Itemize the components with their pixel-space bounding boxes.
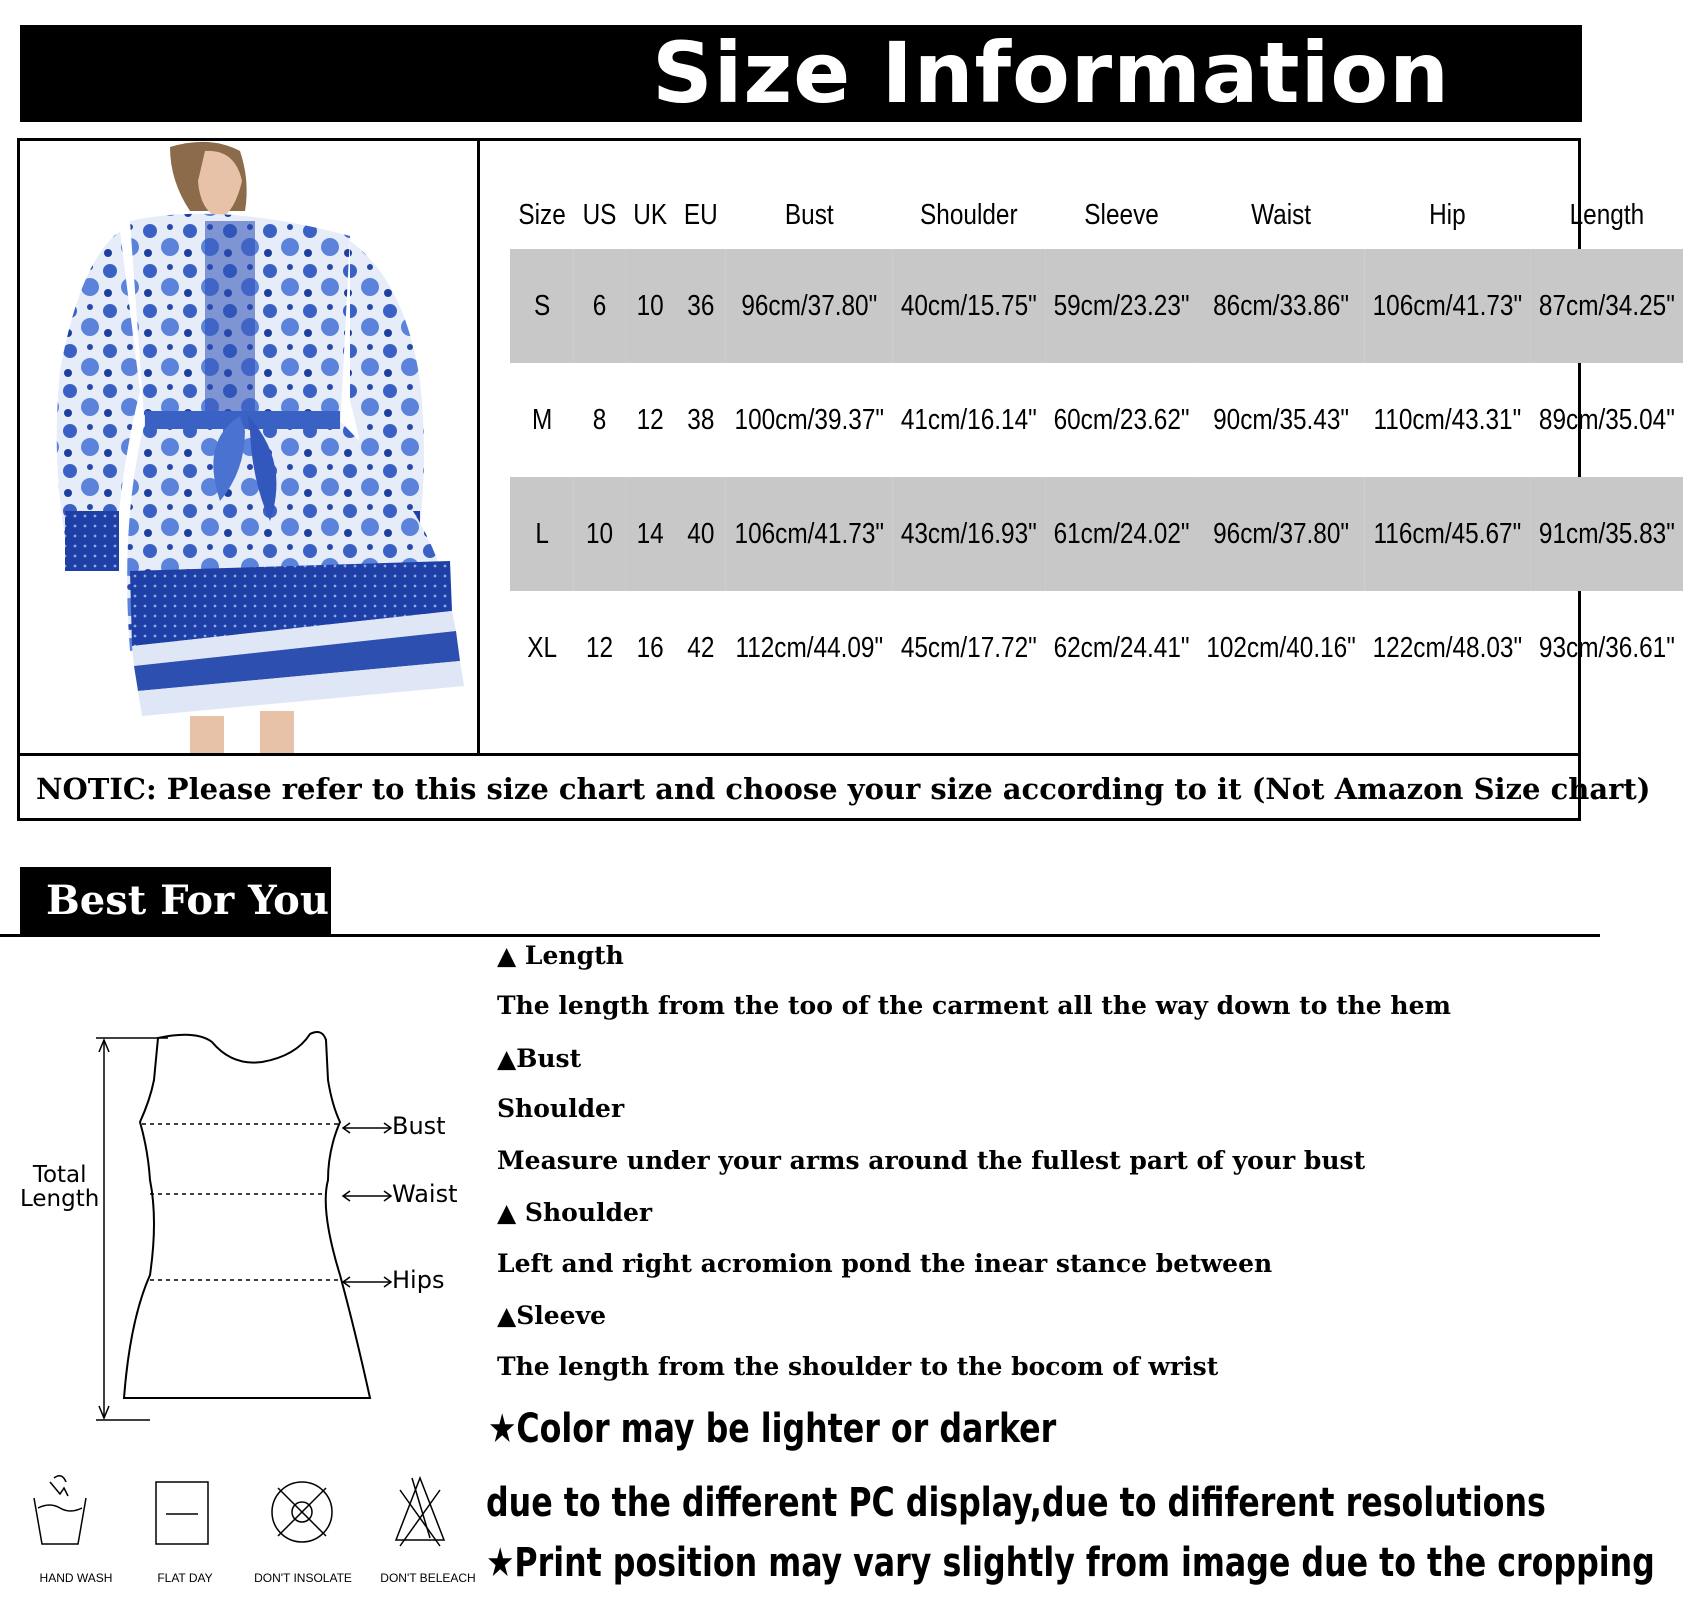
- cell: 14: [625, 477, 676, 591]
- col-length: Length: [1569, 198, 1645, 231]
- cell: 62cm/24.41": [1053, 631, 1190, 664]
- cell: 36: [675, 249, 726, 363]
- cell: 106cm/41.73": [726, 477, 892, 591]
- cell: 116cm/45.67": [1364, 477, 1530, 591]
- print-position-note: ★Print position may vary slightly from image due to the cropping: [486, 1540, 1655, 1586]
- cell: 40: [675, 477, 726, 591]
- header-bar: [20, 25, 1582, 122]
- cell: 10: [574, 477, 625, 591]
- page-title: Size Information: [652, 24, 1450, 122]
- cell: S: [510, 249, 574, 363]
- dont-bleach-icon: [396, 1478, 444, 1546]
- cell: 110cm/43.31": [1373, 403, 1522, 436]
- size-chart-box: [17, 138, 1675, 821]
- dont-insolate-label: DON'T INSOLATE: [254, 1571, 352, 1585]
- dont-insolate-icon: [272, 1482, 332, 1542]
- notice-text: NOTIC: Please refer to this size chart and choose your size according to it (Not Amazon Size chart): [36, 772, 1651, 806]
- cell: 96cm/37.80": [726, 249, 892, 363]
- col-hip: Hip: [1429, 198, 1466, 231]
- bust-heading: ▲Bust: [497, 1044, 582, 1073]
- cell: 96cm/37.80": [1198, 477, 1364, 591]
- cell: 42: [687, 631, 715, 664]
- size-table: [510, 181, 1683, 705]
- col-uk: UK: [633, 198, 668, 231]
- total-length-label: [20, 1163, 99, 1211]
- cell: 100cm/39.37": [734, 403, 885, 436]
- length-description: The length from the too of the carment all the way down to the hem: [497, 991, 1451, 1020]
- size-table-header: [510, 181, 1683, 249]
- best-for-you-tab: [20, 867, 331, 935]
- length-heading: ▲ Length: [497, 941, 624, 970]
- total-length-line-1: Total: [32, 1162, 87, 1188]
- cell: 6: [574, 249, 625, 363]
- cell: XL: [527, 631, 558, 664]
- color-note: ★Color may be lighter or darker: [488, 1406, 1057, 1452]
- sleeve-description: The length from the shoulder to the bocom of wrist: [497, 1352, 1219, 1381]
- section-divider: [0, 934, 1600, 937]
- cell: 89cm/35.04": [1538, 403, 1675, 436]
- hips-label: Hips: [392, 1266, 445, 1294]
- care-icons: [20, 1470, 480, 1570]
- cell: 61cm/24.02": [1045, 477, 1198, 591]
- col-shoulder: Shoulder: [920, 198, 1018, 231]
- hand-wash-icon: [34, 1476, 86, 1544]
- cell: 12: [636, 403, 664, 436]
- table-row: [510, 363, 1683, 477]
- cell: 16: [636, 631, 664, 664]
- flat-dry-label: FLAT DAY: [157, 1571, 213, 1585]
- waist-label: Waist: [392, 1180, 458, 1208]
- measurement-diagram: [0, 1000, 480, 1440]
- total-length-line-2: Length: [20, 1186, 100, 1212]
- bust-description: Measure under your arms around the fullest part of your bust: [497, 1146, 1366, 1175]
- cell: 60cm/23.62": [1053, 403, 1190, 436]
- cell: 41cm/16.14": [900, 403, 1037, 436]
- table-row: [510, 591, 1683, 705]
- shoulder-description: Left and right acromion pond the inear stance between: [497, 1249, 1273, 1278]
- col-waist: Waist: [1251, 198, 1312, 231]
- product-photo-cell: [20, 141, 480, 753]
- cell: 43cm/16.93": [892, 477, 1045, 591]
- sleeve-heading: ▲Sleeve: [497, 1301, 607, 1330]
- hand-wash-label: HAND WASH: [39, 1571, 113, 1585]
- cell: 93cm/36.61": [1538, 631, 1675, 664]
- cell: 112cm/44.09": [735, 631, 884, 664]
- size-table-cell: [480, 141, 1675, 753]
- col-bust: Bust: [784, 198, 834, 231]
- cell: 87cm/34.25": [1531, 249, 1683, 363]
- dont-bleach-label: DON'T BELEACH: [380, 1571, 476, 1585]
- best-for-you-title: Best For You: [46, 877, 329, 924]
- cell: 102cm/40.16": [1206, 631, 1356, 664]
- shoulder-text: Shoulder: [497, 1094, 625, 1123]
- notice-row: [20, 753, 1651, 818]
- col-us: US: [582, 198, 617, 231]
- dress-photo: [20, 141, 477, 753]
- cell: 90cm/35.43": [1213, 403, 1350, 436]
- table-row: [510, 249, 1683, 363]
- display-note: due to the different PC display,due to dififerent resolutions: [486, 1480, 1546, 1526]
- col-sleeve: Sleeve: [1084, 198, 1159, 231]
- cell: L: [510, 477, 574, 591]
- flat-dry-icon: [156, 1482, 208, 1544]
- cell: 10: [625, 249, 676, 363]
- cell: M: [531, 403, 553, 436]
- cell: 40cm/15.75": [892, 249, 1045, 363]
- cell: 45cm/17.72": [900, 631, 1037, 664]
- cell: 91cm/35.83": [1531, 477, 1683, 591]
- cell: 59cm/23.23": [1045, 249, 1198, 363]
- cell: 106cm/41.73": [1364, 249, 1530, 363]
- cell: 8: [592, 403, 607, 436]
- cell: 122cm/48.03": [1372, 631, 1523, 664]
- table-row: [510, 477, 1683, 591]
- bust-label: Bust: [392, 1112, 446, 1140]
- shoulder-heading: ▲ Shoulder: [497, 1198, 653, 1227]
- cell: 12: [585, 631, 614, 664]
- col-eu: EU: [683, 198, 718, 231]
- col-size: Size: [518, 198, 566, 231]
- cell: 86cm/33.86": [1198, 249, 1364, 363]
- cell: 38: [687, 403, 715, 436]
